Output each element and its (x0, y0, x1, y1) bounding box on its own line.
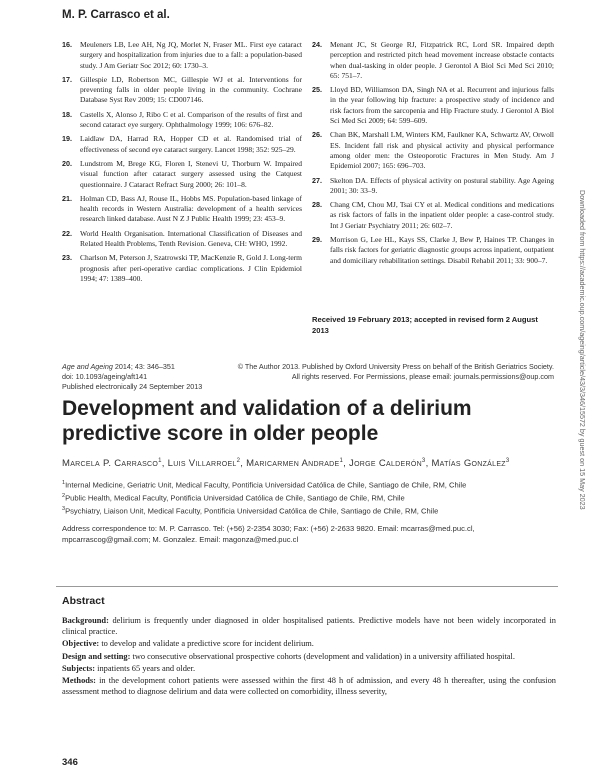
reference-number: 20. (62, 158, 72, 168)
reference-list-right (312, 40, 554, 270)
download-watermark: Downloaded from https://academic.oup.com/ageing/article/43/3/346/15572 by guest on 15 May 2023 (578, 190, 587, 510)
affiliation-mark: 1 (62, 480, 66, 486)
journal-info (62, 362, 202, 392)
reference-text: Meuleners LB, Lee AH, Ng JQ, Morlet N, Fraser ML. First eye cataract surgery and hospitalization from injuries due to a fall: a population-based study. J Am Geriatr Soc 2012; 60: 1730–3. (80, 40, 302, 70)
reference-item (62, 110, 302, 131)
journal-doi: doi: 10.1093/ageing/aft141 (62, 372, 148, 381)
reference-item (312, 176, 554, 197)
author-list: Marcela P. Carrasco$^1$, Luis Villarroel$^2$, Maricarmen Andrade$^1$, Jorge Calderón$^3$, Matías González$^3$ (62, 458, 510, 470)
author-affiliation-mark: 3 (421, 458, 426, 464)
reference-text: Chan BK, Marshall LM, Winters KM, Faulkner KA, Schwartz AV, Orwoll ES. Incident fall risk and physical activity and physical performance among older men: the Osteoporotic Fractures in Men Study. Am J Epidemiol 2007; 165: 696–703. (330, 130, 554, 171)
abstract-section (62, 675, 556, 697)
copyright-line-1: © The Author 2013. Published by Oxford University Press on behalf of the British Geriatrics Society. (237, 362, 554, 371)
abstract-section-label: Subjects: (62, 663, 96, 673)
abstract-section-label: Background: (62, 616, 109, 625)
reference-text: Skelton DA. Effects of physical activity on postural stability. Age Ageing 2001; 30: 33–9. (330, 175, 554, 195)
author-affiliation-mark: 3 (505, 458, 510, 464)
journal-published: Published electronically 24 September 2013 (62, 382, 203, 391)
abstract-section-text: inpatients 65 years and older. (95, 663, 196, 673)
affiliation-item (62, 504, 562, 517)
affiliation-item (62, 491, 562, 504)
reference-item (62, 40, 302, 71)
reference-item (62, 253, 302, 284)
reference-text: Holman CD, Bass AJ, Rouse IL, Hobbs MS. Population-based linkage of health records in Western Australia: development of a health services research linked database. Aust N Z J Public Health 1999; 23: 453–9. (80, 193, 302, 224)
author-affiliation-mark: 1 (339, 458, 344, 464)
author-affiliation-mark: 2 (236, 458, 241, 464)
journal-volume: 2014; 43: 346–351 (112, 362, 175, 371)
abstract-section (62, 615, 556, 637)
abstract-section-text: to develop and validate a predictive score for incident delirium. (99, 639, 314, 649)
abstract-section-label: Objective: (62, 639, 100, 649)
reference-text: Castells X, Alonso J, Ribo C et al. Comparison of the results of first and second cataract eye surgery. Ophthalmology 1999; 106: 676–82. (80, 109, 302, 130)
copyright-line-2: All rights reserved. For Permissions, please email: journals.permissions@oup.com (291, 372, 554, 381)
page-number: 346 (62, 757, 78, 768)
abstract-section-text: two consecutive observational prospective cohorts (development and validation) in a university affiliated hospital. (130, 651, 515, 661)
reference-text: Gillespie LD, Robertson MC, Gillespie WJ et al. Interventions for preventing falls in older people living in the community. Cochrane Database Syst Rev 2009; 15: CD007146. (80, 74, 302, 105)
affiliation-mark: 3 (62, 506, 66, 513)
reference-item (312, 200, 554, 231)
reference-item (312, 85, 554, 126)
reference-number: 26. (312, 130, 322, 140)
affiliation-list (62, 478, 562, 517)
affiliation-item (62, 478, 562, 491)
journal-name: Age and Ageing (62, 362, 113, 371)
affiliation-text: Psychiatry, Liaison Unit, Medical Faculty, Pontificia Universidad Católica de Chile, Santiago de Chile, RM, Chile (65, 506, 439, 516)
author-name: Maricarmen Andrade (246, 458, 340, 470)
article-title: Development and validation of a delirium predictive score in older people (62, 397, 472, 445)
reference-item (62, 159, 302, 190)
abstract-section (62, 638, 556, 649)
reference-number: 29. (312, 235, 322, 245)
reference-number: 18. (62, 109, 72, 119)
reference-text: Lloyd BD, Williamson DA, Singh NA et al. Recurrent and injurious falls in the year following hip fracture: a prospective study of incidence and risk factors from the sarcopenia and Hip Fracture study. J Gerontol A Biol Sci Med Sci 2009; 64: 599–609. (330, 85, 554, 126)
reference-number: 19. (62, 134, 72, 144)
reference-number: 21. (62, 193, 72, 203)
reference-item (312, 235, 554, 266)
abstract-box (56, 586, 558, 747)
reference-number: 16. (62, 40, 72, 49)
author-name: Matías González (431, 458, 506, 470)
reference-number: 22. (62, 228, 72, 238)
reference-text: Menant JC, St George RJ, Fitzpatrick RC, Lord SR. Impaired depth perception and restricted pitch head movement increase obstacle contacts when dual-tasking in older people. J Gerontol A Biol Sci Med Sci 2010; 65: 751–7. (330, 40, 554, 80)
reference-number: 17. (62, 74, 72, 84)
reference-number: 23. (62, 253, 72, 263)
reference-number: 27. (312, 175, 322, 185)
author-name: Marcela P. Carrasco (62, 458, 159, 470)
reference-number: 25. (312, 85, 322, 95)
reference-number: 28. (312, 200, 322, 210)
affiliation-text: Public Health, Medical Faculty, Pontificia Universidad Católica de Chile, Santiago de Chile, RM, Chile (65, 493, 405, 503)
reference-text: Chang CM, Chou MJ, Tsai CY et al. Medical conditions and medications as risk factors of falls in the inpatient older people: a case-control study. Int J Geriatr Psychiatry 2011; 26: 602–7. (330, 200, 554, 230)
received-date: Received 19 February 2013; accepted in revised form 2 August 2013 (312, 315, 538, 335)
reference-item (62, 229, 302, 250)
reference-item (62, 134, 302, 155)
author-name: Jorge Calderón (349, 458, 422, 470)
reference-item (312, 40, 554, 81)
reference-item (62, 194, 302, 225)
abstract-heading: Abstract (62, 595, 105, 607)
copyright-notice (238, 362, 554, 382)
reference-text: Lundstrom M, Brege KG, Floren I, Stenevi U, Thorburn W. Impaired visual function after cataract surgery assessed using the Catquest questionnaire. J Cataract Refract Surg 2000; 26: 101–8. (80, 158, 302, 189)
reference-text: World Health Organisation. International Classification of Diseases and Related Health Problems, Tenth Revision. Geneva, CH: WHO, 1992. (80, 228, 302, 249)
reference-text: Laidlaw DA, Harrad RA, Hopper CD et al. Randomised trial of effectiveness of second eye cataract surgery. Lancet 1998; 352: 925–29. (80, 134, 302, 154)
affiliation-text: Internal Medicine, Geriatric Unit, Medical Faculty, Pontificia Universidad Católica de Chile, Santiago de Chile, RM, Chile (65, 480, 467, 490)
running-head: M. P. Carrasco et al. (62, 9, 170, 21)
reference-item (312, 130, 554, 171)
reference-list-left (62, 40, 302, 288)
reference-text: Morrison G, Lee HL, Kays SS, Clarke J, Bew P, Haines TP. Changes in falls risk factors for geriatric diagnostic groups across inpatient, outpatient and domiciliary rehabilitation settings. Disabil Rehabil 2011; 33: 900–7. (330, 235, 554, 265)
abstract-section (62, 651, 556, 662)
abstract-section (62, 663, 556, 674)
reference-number: 24. (312, 40, 322, 49)
affiliation-mark: 2 (62, 493, 66, 500)
abstract-section-text: in the development cohort patients were assessed within the first 48 h of admission, and every 48 h thereafter, using the confusion assessment method to diagnose delirium and data were collected on comorbidity, illness severity, (62, 676, 556, 697)
author-name: Luis Villarroel (167, 458, 237, 470)
author-affiliation-mark: 1 (158, 458, 162, 464)
abstract-section-text: delirium is frequently under diagnosed in older hospitalised patients. Predictive models have not been widely incorporated in clinical practice. (62, 616, 556, 637)
reference-text: Charlson M, Peterson J, Szatrowski TP, MacKenzie R, Gold J. Long-term prognosis after peri-operative cardiac complications. J Clin Epidemiol 1994; 47: 1389–400. (80, 253, 302, 283)
reference-item (62, 75, 302, 106)
correspondence: Address correspondence to: M. P. Carrasco. Tel: (+56) 2-2354 3030; Fax: (+56) 2-2633 9820. Email: mcarras@med.puc.cl, mpcarrascog@gmail.com; M. Gonzalez. Email: magonza@med.puc.cl (62, 524, 475, 544)
abstract-body (62, 615, 556, 698)
abstract-section-label: Methods: (62, 676, 96, 686)
abstract-section-label: Design and setting: (62, 651, 131, 661)
